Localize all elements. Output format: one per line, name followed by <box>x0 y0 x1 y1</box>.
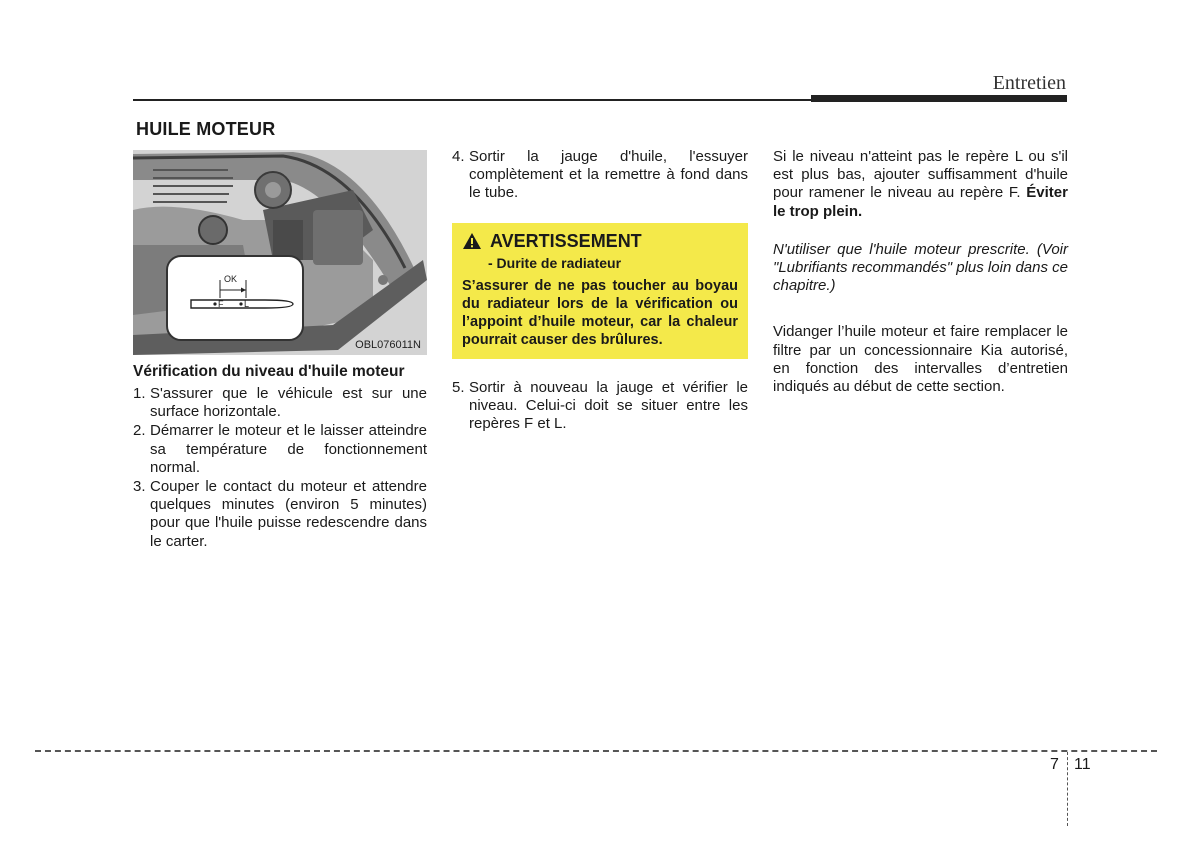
paragraph-level <box>773 148 1068 221</box>
column-2 <box>452 148 748 435</box>
step-text: Couper le contact du moteur et attendre quelques minutes (environ 5 minutes) pour que l'huile puisse redescendre dans le carter. <box>150 478 427 550</box>
engine-figure <box>133 150 427 355</box>
steps-list-1 <box>133 385 427 551</box>
paragraph-level-text: Si le niveau n'atteint pas le repère L ou s'il est plus bas, ajouter suffisamment d'huile pour ramener le niveau au repère F. <box>773 148 1068 202</box>
running-head: Entretien <box>992 72 1066 94</box>
steps-list-3 <box>452 379 748 434</box>
step-text: Sortir à nouveau la jauge et vérifier le niveau. Celui-ci doit se situer entre les repères F et L. <box>469 379 748 433</box>
warning-triangle-icon <box>462 232 482 250</box>
dipstick-f-label: F <box>218 299 224 309</box>
section-title: HUILE MOTEUR <box>136 119 276 139</box>
header-rule-thin <box>133 99 813 101</box>
footer-divider <box>1067 752 1068 826</box>
engine-illustration <box>133 150 427 355</box>
warning-box <box>452 223 748 359</box>
step-number: 5. <box>452 379 465 397</box>
header-rule-thick <box>811 95 1067 102</box>
chapter-number: 7 <box>1050 756 1059 773</box>
list-item <box>452 148 748 203</box>
dipstick-ok-label: OK <box>224 274 238 284</box>
paragraph-oil-change: Vidanger l’huile moteur et faire remplacer le filtre par un concessionnaire Kia autorisé, en fonction des intervalles d’entretien indiqués au début de cette section. <box>773 323 1068 396</box>
step-text: S'assurer que le véhicule est sur une surface horizontale. <box>150 385 427 421</box>
warning-title: AVERTISSEMENT <box>490 230 642 251</box>
footer-dashed-rule <box>35 750 1157 752</box>
list-item <box>133 385 427 421</box>
list-item <box>133 422 427 477</box>
step-text: Démarrer le moteur et le laisser atteindre sa température de fonctionnement normal. <box>150 422 427 476</box>
list-item <box>133 478 427 551</box>
warning-body: S’assurer de ne pas toucher au boyau du radiateur lors de la vérification ou l’appoint d’huile moteur, car la chaleur pourrait causer des brûlures. <box>462 278 738 349</box>
list-item <box>452 379 748 434</box>
step-number: 4. <box>452 148 465 165</box>
step-number: 3. <box>133 478 146 496</box>
warning-header <box>462 232 738 250</box>
steps-list-2 <box>452 148 748 203</box>
dipstick-l-label: L <box>244 299 250 309</box>
figure-caption: OBL076011N <box>355 339 421 351</box>
paragraph-oil-spec: N'utiliser que l'huile moteur prescrite. (Voir "Lubrifiants recommandés" plus loin dans ce chapitre.) <box>773 240 1068 295</box>
step-number: 1. <box>133 385 146 402</box>
warning-subtitle: - Durite de radiateur <box>488 254 622 271</box>
column-1 <box>133 362 427 552</box>
step-text: Sortir la jauge d'huile, l'essuyer complètement et la remettre à fond dans le tube. <box>469 148 748 202</box>
paragraph-level-emphasis: Éviter le trop plein. <box>773 184 1068 220</box>
subheading: Vérification du niveau d'huile moteur <box>133 363 405 380</box>
column-3 <box>773 148 1068 410</box>
step-number: 2. <box>133 422 146 440</box>
page-number: 11 <box>1074 756 1091 773</box>
